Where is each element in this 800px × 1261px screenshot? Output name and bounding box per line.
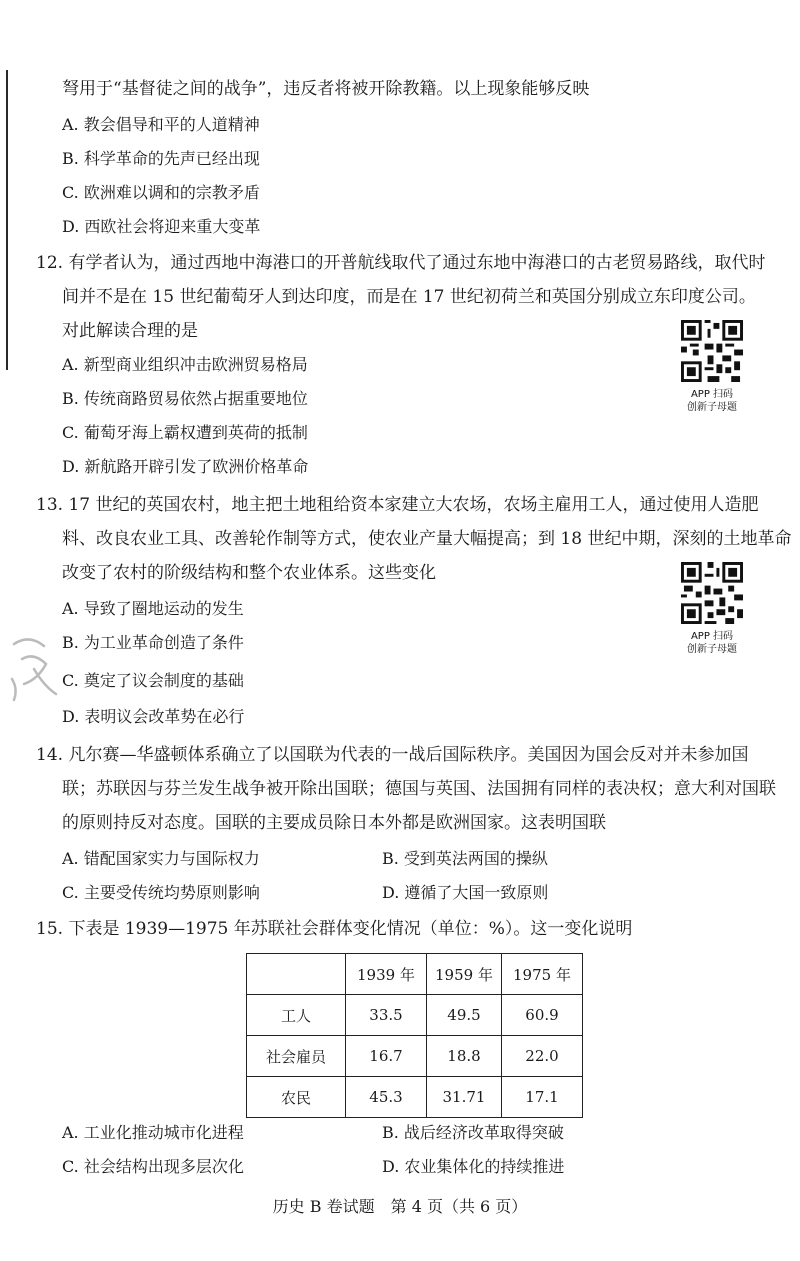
- q13-option-b: B. 为工业革命创造了条件: [62, 633, 244, 652]
- q15-option-b: B. 战后经济改革取得突破: [382, 1123, 564, 1142]
- table-row: [247, 995, 583, 1036]
- q15-option-c: C. 社会结构出现多层次化: [62, 1157, 244, 1176]
- table-cell: 17.1: [502, 1077, 583, 1118]
- table-header-cell: [247, 954, 346, 995]
- table-row: [247, 1036, 583, 1077]
- table-cell: 18.8: [427, 1036, 502, 1077]
- page-footer: 历史 B 卷试题 第 4 页（共 6 页）: [272, 1197, 528, 1216]
- table-cell: 60.9: [502, 995, 583, 1036]
- table-cell: 31.71: [427, 1077, 502, 1118]
- q13-option-d: D. 表明议会改革势在必行: [62, 707, 245, 726]
- table-cell: 22.0: [502, 1036, 583, 1077]
- table-cell: 45.3: [346, 1077, 427, 1118]
- q12-option-b: B. 传统商路贸易依然占据重要地位: [62, 389, 308, 408]
- q14-line-1: 14. 凡尔赛—华盛顿体系确立了以国联为代表的一战后国际秩序。美国因为国会反对并未参加国: [36, 745, 749, 765]
- q12-option-d: D. 新航路开辟引发了欧洲价格革命: [62, 457, 309, 476]
- q13-option-a: A. 导致了圈地运动的发生: [62, 599, 244, 618]
- q12-option-c: C. 葡萄牙海上霸权遭到英荷的抵制: [62, 423, 308, 442]
- q14-option-c: C. 主要受传统均势原则影响: [62, 883, 260, 902]
- page-edge-line: [6, 70, 8, 370]
- q13-line-3: 改变了农村的阶级结构和整个农业体系。这些变化: [62, 563, 436, 583]
- q14-option-a: A. 错配国家实力与国际权力: [62, 849, 260, 868]
- table-header-cell: 1939 年: [346, 954, 427, 995]
- q14-option-d: D. 遵循了大国一致原则: [382, 883, 549, 902]
- table-header-row: [247, 954, 583, 995]
- q11-option-b: B. 科学革命的先声已经出现: [62, 149, 260, 168]
- q15-line: 15. 下表是 1939—1975 年苏联社会群体变化情况（单位：%）。这一变化说明: [36, 919, 633, 939]
- q12-line-3: 对此解读合理的是: [62, 321, 198, 341]
- q15-option-d: D. 农业集体化的持续推进: [382, 1157, 565, 1176]
- table-cell: 农民: [247, 1077, 346, 1118]
- q12-line-1: 12. 有学者认为，通过西地中海港口的开普航线取代了通过东地中海港口的古老贸易路线，取代时: [36, 253, 766, 273]
- q13-option-c: C. 奠定了议会制度的基础: [62, 671, 244, 690]
- table-cell: 33.5: [346, 995, 427, 1036]
- q12-line-2: 间并不是在 15 世纪葡萄牙人到达印度，而是在 17 世纪初荷兰和英国分别成立东印度公司。: [62, 287, 756, 307]
- qr-caption-line2: 创新子母题: [687, 402, 737, 413]
- qr-caption-line1: APP 扫码: [690, 631, 734, 642]
- table-cell: 49.5: [427, 995, 502, 1036]
- q11-option-c: C. 欧洲难以调和的宗教矛盾: [62, 183, 260, 202]
- q15-option-a: A. 工业化推动城市化进程: [62, 1123, 244, 1142]
- table-cell: 16.7: [346, 1036, 427, 1077]
- q11-text: 弩用于“基督徒之间的战争”，违反者将被开除教籍。以上现象能够反映: [62, 79, 590, 99]
- qr-caption-line2: 创新子母题: [687, 644, 737, 655]
- q14-option-b: B. 受到英法两国的操纵: [382, 849, 548, 868]
- q14-line-3: 的原则持反对态度。国联的主要成员除日本外都是欧洲国家。这表明国联: [62, 813, 606, 833]
- qr-caption-line1: APP 扫码: [690, 389, 734, 400]
- qr-code-q12[interactable]: [680, 320, 744, 414]
- q12-option-a: A. 新型商业组织冲击欧洲贸易格局: [62, 355, 308, 374]
- q13-line-1: 13. 17 世纪的英国农村，地主把土地租给资本家建立大农场，农场主雇用工人，通过使用人造肥: [36, 495, 759, 515]
- table-cell: 工人: [247, 995, 346, 1036]
- q14-line-2: 联；苏联因与芬兰发生战争被开除出国联；德国与英国、法国拥有同样的表决权；意大利对国联: [62, 779, 776, 799]
- q11-option-a: A. 教会倡导和平的人道精神: [62, 115, 260, 134]
- qr-code-q13[interactable]: [680, 562, 744, 656]
- qr-code-icon: [681, 320, 743, 382]
- table-header-cell: 1959 年: [427, 954, 502, 995]
- handwritten-mark-icon: [4, 624, 64, 704]
- table-cell: 社会雇员: [247, 1036, 346, 1077]
- q13-line-2: 料、改良农业工具、改善轮作制等方式，使农业产量大幅提高；到 18 世纪中期，深刻的土地革命: [62, 529, 792, 549]
- q11-option-d: D. 西欧社会将迎来重大变革: [62, 217, 261, 236]
- qr-code-icon: [681, 562, 743, 624]
- table-header-cell: 1975 年: [502, 954, 583, 995]
- q15-data-table: [246, 953, 583, 1118]
- table-row: [247, 1077, 583, 1118]
